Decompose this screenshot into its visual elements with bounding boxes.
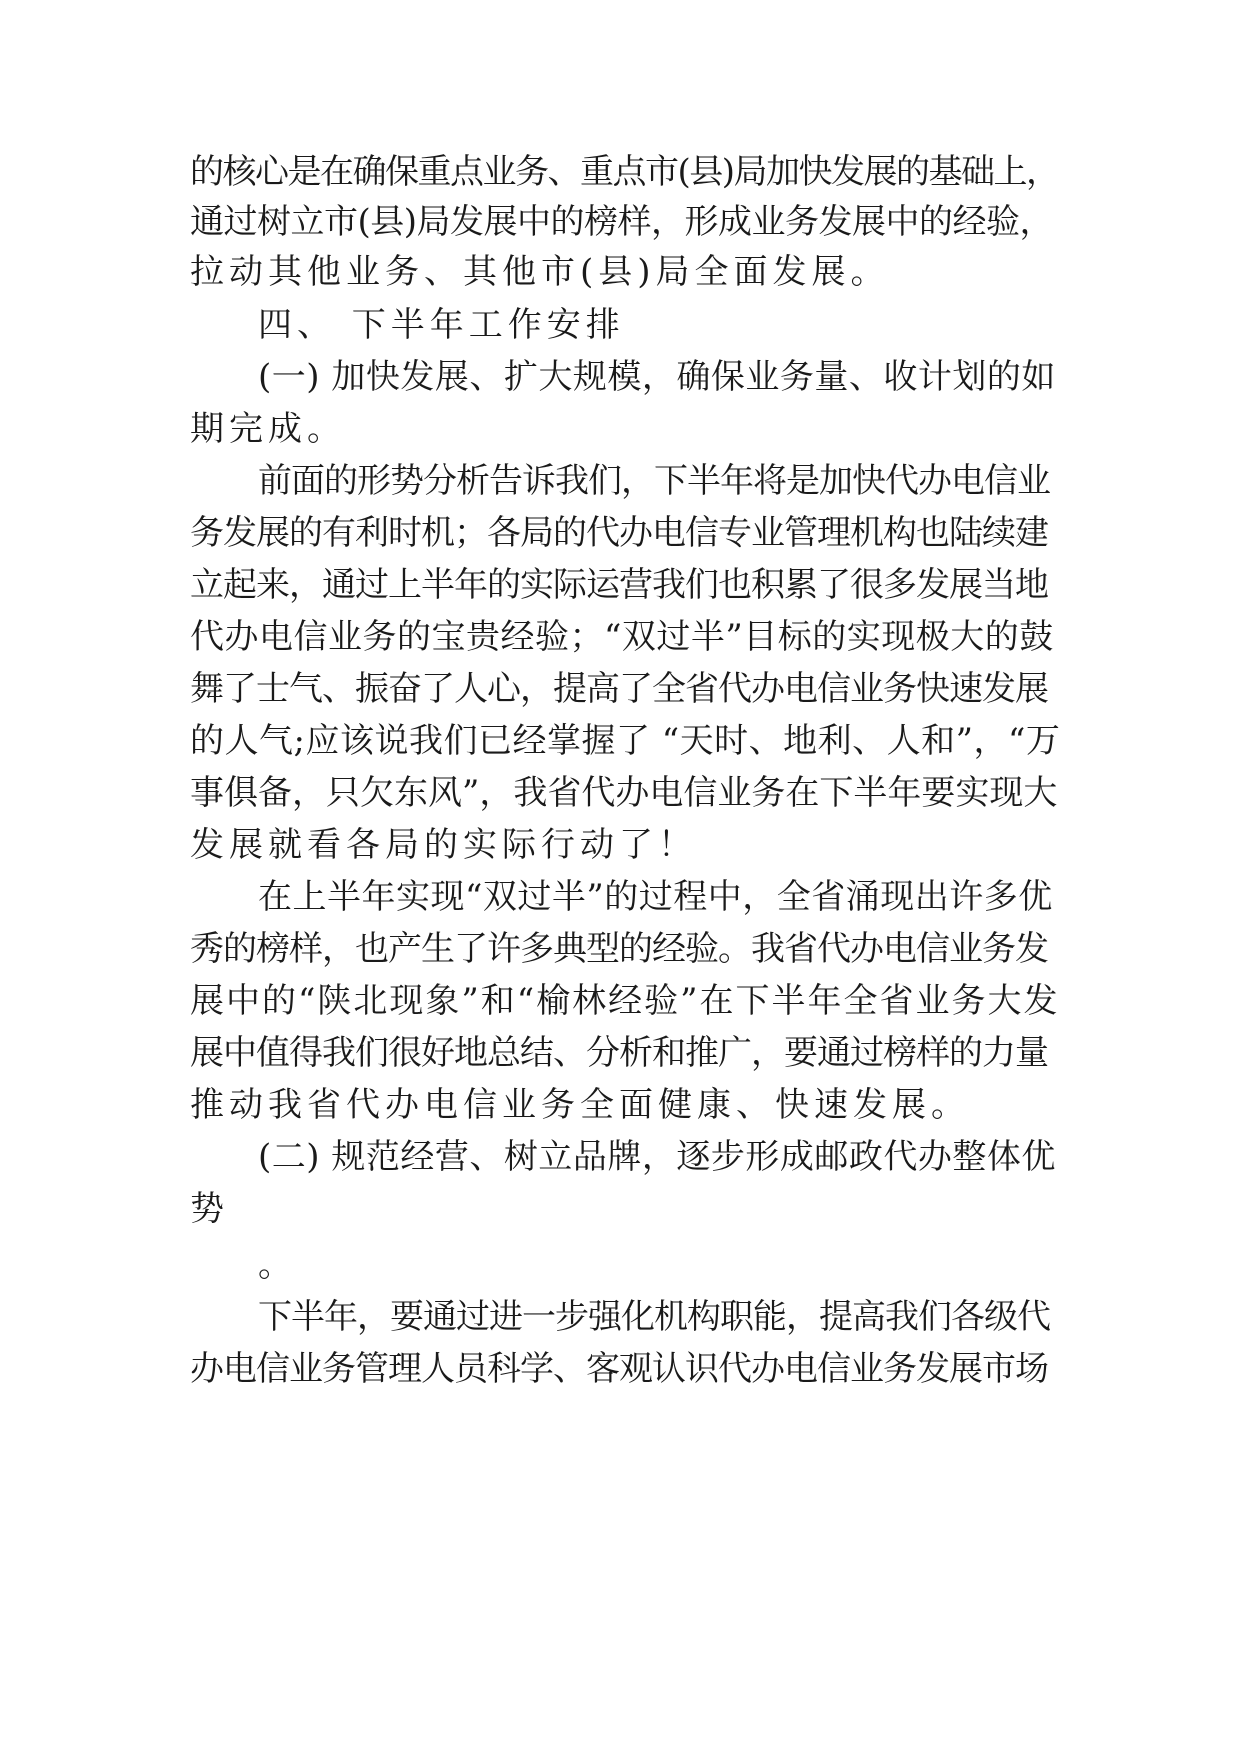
section-heading: 四、 下半年工作安排 bbox=[258, 305, 625, 345]
body-text-line: 务发展的有利时机；各局的代办电信专业管理机构也陆续建 bbox=[190, 513, 1048, 553]
body-text-line: 的核心是在确保重点业务、重点市(县)局加快发展的基础上， bbox=[190, 152, 1059, 192]
body-text-line: 的人气;应该说我们已经掌握了 “天时、地利、人和”，“万 bbox=[190, 721, 1061, 761]
subsection-heading: (二) 规范经营、树立品牌，逐步形成邮政代办整体优 bbox=[258, 1137, 1056, 1177]
subsection-heading-continued: 期完成。 bbox=[190, 409, 346, 449]
body-text-line: 展中值得我们很好地总结、分析和推广，要通过榜样的力量 bbox=[190, 1033, 1048, 1073]
body-text-line: 立起来，通过上半年的实际运营我们也积累了很多发展当地 bbox=[190, 565, 1048, 605]
paragraph-first-line: 下半年，要通过进一步强化机构职能，提高我们各级代 bbox=[258, 1297, 1050, 1337]
body-text-line: 发展就看各局的实际行动了！ bbox=[190, 825, 697, 865]
body-text-line: 代办电信业务的宝贵经验；“双过半”目标的实现极大的鼓 bbox=[190, 617, 1054, 657]
body-text-line: 拉动其他业务、其他市(县)局全面发展。 bbox=[190, 252, 890, 292]
paragraph-first-line: 在上半年实现“双过半”的过程中，全省涌现出许多优 bbox=[258, 877, 1053, 917]
paragraph-first-line: 前面的形势分析告诉我们，下半年将是加快代办电信业 bbox=[258, 461, 1050, 501]
subsection-heading: (一) 加快发展、扩大规模，确保业务量、收计划的如 bbox=[258, 357, 1056, 397]
body-text-line: 办电信业务管理人员科学、客观认识代办电信业务发展市场 bbox=[190, 1349, 1048, 1389]
stray-punctuation-line: 。 bbox=[258, 1245, 297, 1285]
body-text-line: 秀的榜样，也产生了许多典型的经验。我省代办电信业务发 bbox=[190, 929, 1048, 969]
body-text-line: 事俱备，只欠东风”，我省代办电信业务在下半年要实现大 bbox=[190, 773, 1058, 813]
subsection-heading-continued: 势 bbox=[190, 1189, 229, 1229]
body-text-line: 展中的“陕北现象”和“榆林经验”在下半年全省业务大发 bbox=[190, 981, 1060, 1021]
body-text-line: 舞了士气、振奋了人心，提高了全省代办电信业务快速发展 bbox=[190, 669, 1048, 709]
body-text-line: 推动我省代办电信业务全面健康、快速发展。 bbox=[190, 1085, 970, 1125]
body-text-line: 通过树立市(县)局发展中的榜样，形成业务发展中的经验， bbox=[190, 202, 1054, 242]
